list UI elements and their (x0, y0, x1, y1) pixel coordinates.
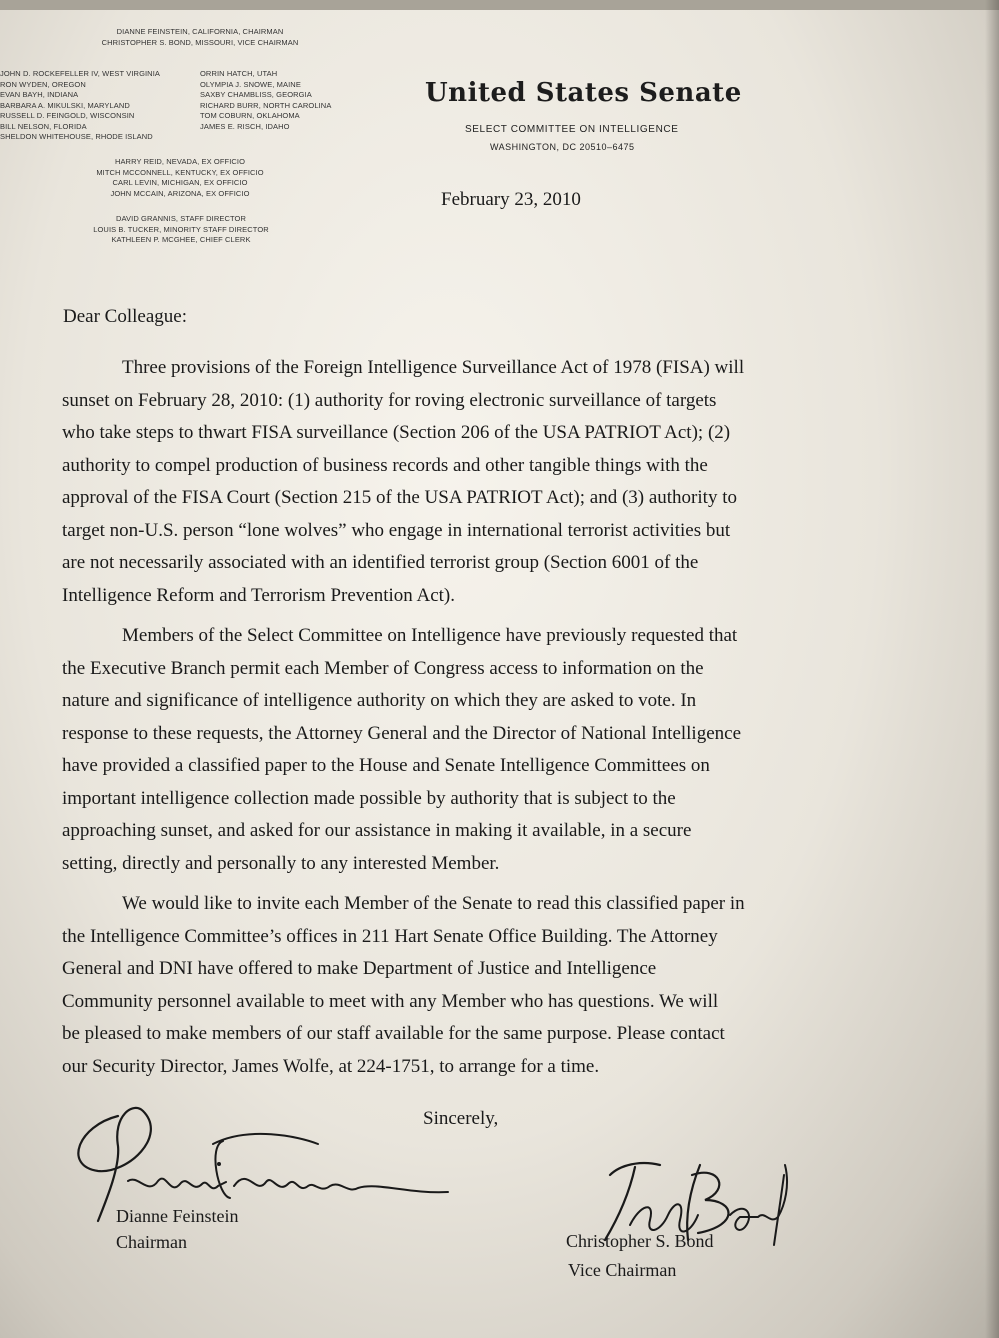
roster-staff (76, 214, 286, 246)
salutation: Dear Colleague: (63, 306, 187, 327)
paragraph-line: response to these requests, the Attorney General and the Director of National Intelligence (62, 722, 742, 744)
paragraph-line: be pleased to make members of our staff available for the same purpose. Please contact (62, 1023, 725, 1044)
signatory-title-vice-chairman: Vice Chairman (568, 1260, 677, 1280)
body-paragraph-3 (62, 888, 922, 1083)
roster-line: MITCH MCCONNELL, KENTUCKY, EX OFFICIO (96, 167, 264, 177)
roster-line: RICHARD BURR, NORTH CAROLINA (200, 100, 332, 110)
paper-right-shadow (985, 0, 999, 1338)
paragraph-line: approaching sunset, and asked for our assistance in making it available, in a secure (62, 820, 692, 841)
paragraph-line: nature and significance of intelligence authority on which they are asked to vote. In (62, 690, 697, 711)
roster-line: JOHN D. ROCKEFELLER IV, WEST VIRGINIA (0, 69, 160, 78)
roster-line: RON WYDEN, OREGON (0, 79, 86, 89)
paragraph-line: Community personnel available to meet with any Member who has questions. We will (62, 990, 719, 1012)
roster-line: CHRISTOPHER S. BOND, MISSOURI, VICE CHAIRMAN (101, 37, 299, 47)
roster-line: TOM COBURN, OKLAHOMA (200, 111, 300, 120)
paragraph-line: authority to compel production of business records and other tangible things with the (62, 454, 708, 476)
paragraph-line: important intelligence collection made possible by authority that is subject to the (62, 787, 676, 809)
roster-line: RUSSELL D. FEINGOLD, WISCONSIN (0, 111, 135, 120)
roster-minority-members (200, 69, 331, 132)
paragraph-line: sunset on February 28, 2010: (1) authority for roving electronic surveillance of targets (62, 389, 717, 411)
paragraph-line: have provided a classified paper to the House and Senate Intelligence Committees on (62, 755, 710, 776)
letterhead-address: WASHINGTON, DC 20510–6475 (490, 142, 635, 152)
roster-line: JOHN MCCAIN, ARIZONA, EX OFFICIO (110, 188, 250, 198)
paper-top-edge (0, 0, 999, 10)
roster-line: JAMES E. RISCH, IDAHO (200, 121, 290, 131)
paragraph-line: General and DNI have offered to make Department of Justice and Intelligence (62, 958, 657, 979)
roster-line: CARL LEVIN, MICHIGAN, EX OFFICIO (112, 178, 248, 187)
roster-line: SAXBY CHAMBLISS, GEORGIA (200, 90, 312, 99)
paragraph-line: the Intelligence Committee’s offices in 211 Hart Senate Office Building. The Attorney (62, 925, 718, 947)
roster-line: SHELDON WHITEHOUSE, RHODE ISLAND (0, 132, 153, 141)
roster-line: EVAN BAYH, INDIANA (0, 90, 79, 99)
roster-line: DIANNE FEINSTEIN, CALIFORNIA, CHAIRMAN (116, 27, 284, 36)
paragraph-line: We would like to invite each Member of the Senate to read this classified paper in (122, 893, 745, 914)
roster-chairs (80, 27, 320, 48)
body-paragraph-1 (62, 352, 922, 612)
body-paragraph-2 (62, 620, 922, 880)
paragraph-line: who take steps to thwart FISA surveillance (Section 206 of the USA PATRIOT Act); (2) (62, 422, 731, 443)
feinstein-signature (58, 1086, 458, 1226)
signatory-name-chairman: Dianne Feinstein (116, 1206, 239, 1226)
paragraph-line: Intelligence Reform and Terrorism Prevention Act). (62, 584, 455, 606)
letterhead-committee: SELECT COMMITTEE ON INTELLIGENCE (465, 124, 679, 135)
closing: Sincerely, (423, 1108, 499, 1129)
signatory-title-chairman: Chairman (116, 1232, 187, 1252)
signatory-name-vice-chairman: Christopher S. Bond (566, 1231, 714, 1251)
roster-line: DAVID GRANNIS, STAFF DIRECTOR (116, 214, 246, 223)
paragraph-line: target non-U.S. person “lone wolves” who engage in international terrorist activities but (62, 519, 731, 541)
roster-line: LOUIS B. TUCKER, MINORITY STAFF DIRECTOR (93, 224, 269, 234)
roster-line: OLYMPIA J. SNOWE, MAINE (200, 79, 301, 89)
paragraph-line: the Executive Branch permit each Member of Congress access to information on the (62, 657, 704, 679)
roster-line: BARBARA A. MIKULSKI, MARYLAND (0, 100, 130, 110)
roster-majority-members (0, 69, 160, 143)
paragraph-line: are not necessarily associated with an identified terrorist group (Section 6001 of the (62, 552, 699, 573)
roster-ex-officio (80, 157, 280, 199)
letter-date: February 23, 2010 (441, 189, 581, 210)
roster-line: KATHLEEN P. MCGHEE, CHIEF CLERK (111, 235, 251, 244)
paragraph-line: setting, directly and personally to any interested Member. (62, 852, 500, 874)
paragraph-line: our Security Director, James Wolfe, at 224-1751, to arrange for a time. (62, 1055, 600, 1077)
letterhead-title: United States Senate (425, 78, 742, 108)
roster-line: BILL NELSON, FLORIDA (0, 121, 87, 131)
roster-line: HARRY REID, NEVADA, EX OFFICIO (114, 157, 246, 166)
roster-line: ORRIN HATCH, UTAH (200, 69, 278, 78)
paragraph-line: approval of the FISA Court (Section 215 of the USA PATRIOT Act); and (3) authority to (62, 487, 737, 508)
paragraph-line: Members of the Select Committee on Intelligence have previously requested that (122, 625, 738, 646)
paragraph-line: Three provisions of the Foreign Intelligence Surveillance Act of 1978 (FISA) will (122, 357, 745, 378)
